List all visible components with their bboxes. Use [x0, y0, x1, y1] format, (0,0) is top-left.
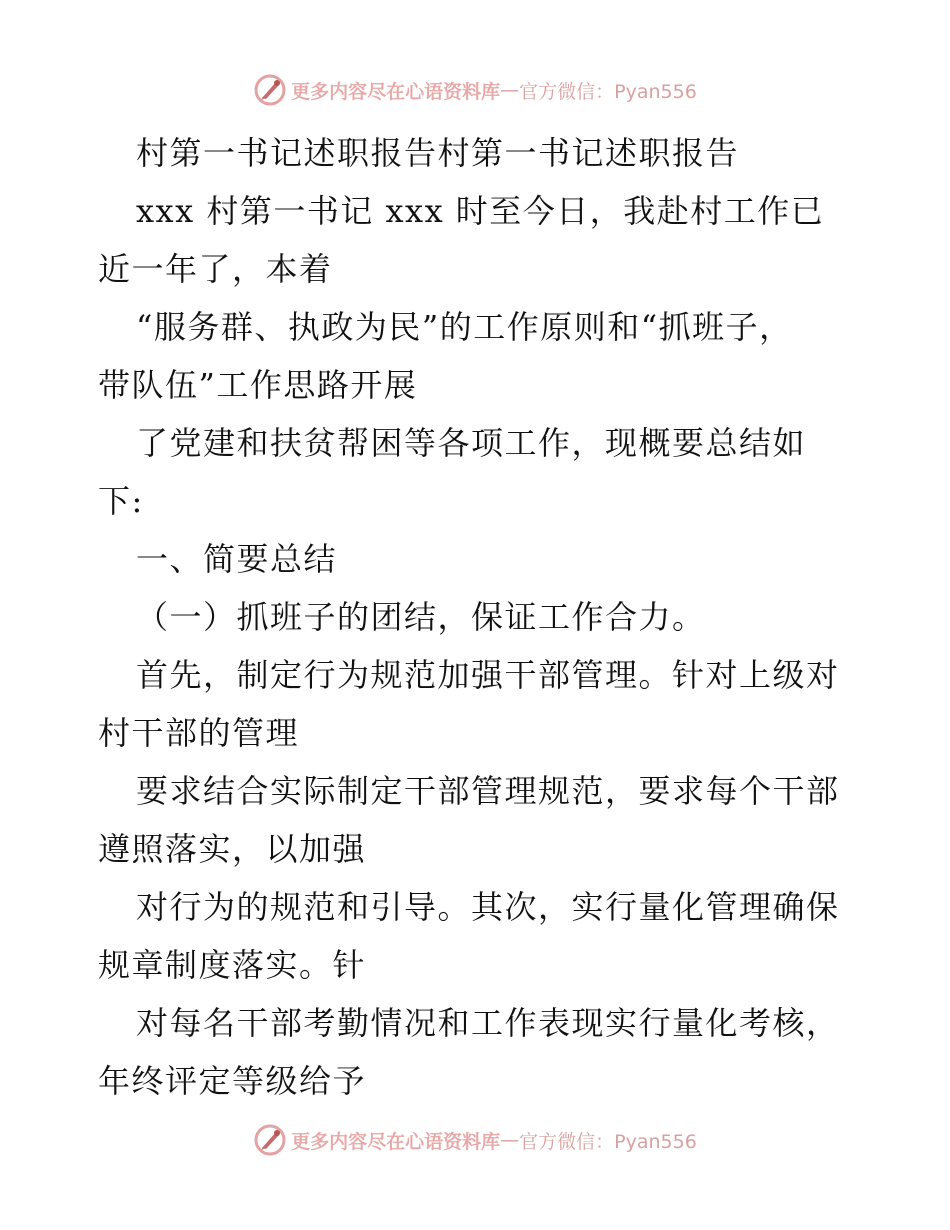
header-watermark — [0, 70, 950, 110]
watermark-wechat-text: 官方微信：Pyan556 — [519, 1130, 697, 1153]
body-text-line: 村干部的管理 — [98, 714, 300, 752]
watermark-wechat-text: 官方微信：Pyan556 — [519, 80, 697, 103]
body-text-line: 年终评定等级给予 — [98, 1062, 367, 1100]
document-body — [98, 124, 858, 1110]
body-text-line: 要求结合实际制定干部管理规范，要求每个干部 — [136, 772, 840, 810]
feather-pen-circle-icon — [253, 1123, 287, 1157]
body-text-line: 村第一书记述职报告村第一书记述职报告 — [136, 134, 740, 172]
body-text-line: 近一年了，本着 — [98, 250, 333, 288]
watermark-main-text: 更多内容尽在心语资料库 — [291, 80, 501, 103]
body-text-line: “服务群、执政为民”的工作原则和“抓班子， — [136, 308, 793, 346]
body-text-line: 了党建和扶贫帮困等各项工作，现概要总结如 — [136, 424, 807, 462]
body-text-line: xxx 村第一书记 xxx 时至今日，我赴村工作已 — [136, 192, 825, 230]
body-text-line: 下: — [98, 482, 144, 520]
feather-pen-circle-icon — [253, 73, 287, 107]
body-text-line: （一）抓班子的团结，保证工作合力。 — [136, 598, 706, 636]
footer-watermark — [0, 1120, 950, 1160]
body-text-line: 规章制度落实。针 — [98, 946, 367, 984]
body-text-line: 带队伍”工作思路开展 — [98, 366, 418, 404]
body-text-line: 对行为的规范和引导。其次，实行量化管理确保 — [136, 888, 840, 926]
body-text-line: 遵照落实，以加强 — [98, 830, 367, 868]
body-text-line: 一、简要总结 — [136, 540, 338, 578]
body-text-line: 首先，制定行为规范加强干部管理。针对上级对 — [136, 656, 840, 694]
watermark-separator: — — [500, 79, 520, 101]
watermark-separator: — — [500, 1129, 520, 1151]
body-text-line: 对每名干部考勤情况和工作表现实行量化考核， — [136, 1004, 840, 1042]
watermark-main-text: 更多内容尽在心语资料库 — [291, 1130, 501, 1153]
